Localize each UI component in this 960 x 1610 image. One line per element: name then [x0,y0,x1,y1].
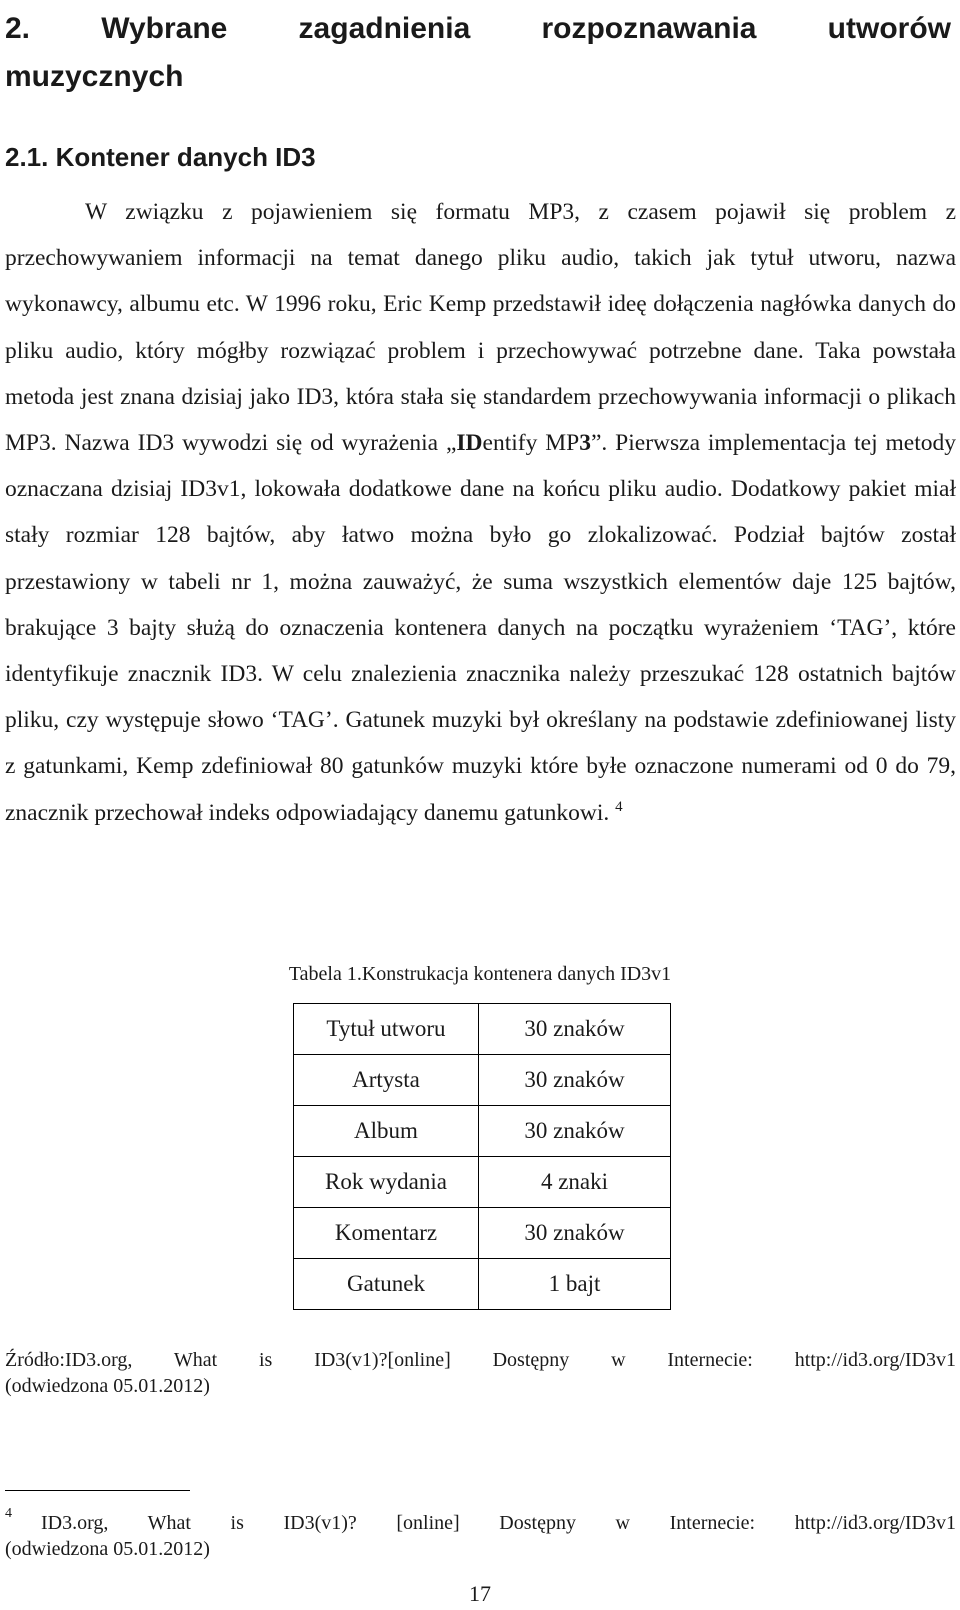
field-size-cell: 30 znaków [479,1055,671,1106]
field-name-cell: Rok wydania [294,1157,479,1208]
bold-id: ID [456,430,483,457]
table-row [294,1055,671,1106]
table-row [294,1106,671,1157]
chapter-heading-continued: muzycznych [5,60,184,93]
field-name-cell: Artysta [294,1055,479,1106]
footnote-number: 4 [5,1506,12,1521]
footnote-reference: 4 [615,798,623,815]
paragraph-text-start: W związku z pojawieniem się formatu MP3, z czasem pojawił się problem z przechowywaniem informacji na temat danego pliku audio, takich jak tytuł utworu, nazwa wykonawcy, albumu etc. W 1996 roku, Eric Kemp przedstawił ideę dołączenia nagłówka danych do pliku audio, który mógłby rozwiązać problem i przechowywać potrzebne dane. Taka powstała metoda jest znana dzisiaj jako ID3, która stała się standardem przechowywania informacji o plikach MP3. Nazwa ID3 wywodzi się od wyrażenia „ [5,199,956,457]
body-paragraph [5,189,956,836]
table-caption: Tabela 1.Konstrukacja kontenera danych ID3v1 [288,963,672,985]
page-number: 17 [469,1581,491,1606]
field-size-cell: 1 bajt [479,1259,671,1310]
footnote-date: (odwiedzona 05.01.2012) [5,1538,210,1560]
table-row [294,1157,671,1208]
field-name-cell: Gatunek [294,1259,479,1310]
field-size-cell: 4 znaki [479,1157,671,1208]
table-source: Źródło:ID3.org, What is ID3(v1)?[online] Dostępny w Internecie: http://id3.org/ID3v1 [5,1349,956,1371]
paragraph-text-identify: entify MP [482,430,580,457]
footnote-separator [5,1490,190,1491]
table-source-date: (odwiedzona 05.01.2012) [5,1375,210,1397]
chapter-heading: 2. Wybrane zagadnienia rozpoznawania utworów [5,12,951,45]
section-heading: 2.1. Kontener danych ID3 [5,142,316,172]
field-size-cell: 30 znaków [479,1208,671,1259]
field-name-cell: Tytuł utworu [294,1004,479,1055]
footnote-text: ID3.org, What is ID3(v1)? [online] Dostępny w Internecie: http://id3.org/ID3v1 [41,1512,956,1534]
bold-3: 3 [579,430,591,457]
field-name-cell: Album [294,1106,479,1157]
id3v1-table [293,1003,671,1310]
table-row [294,1259,671,1310]
paragraph-text-end: ”. Pierwsza implementacja tej metody oznaczana dzisiaj ID3v1, lokowała dodatkowe dane na końcu pliku audio. Dodatkowy pakiet miał stały rozmiar 128 bajtów, aby łatwo można było go zlokalizować. Podział bajtów został przestawiony w tabeli nr 1, można zauważyć, że suma wszystkich elementów daje 125 bajtów, brakujące 3 bajty służą do oznaczenia kontenera danych na początku wyrażeniem ‘TAG’, które identyfikuje znacznik ID3. W celu znalezienia znacznika należy przeszukać 128 ostatnich bajtów pliku, czy występuje słowo ‘TAG’. Gatunek muzyki był określany na podstawie zdefiniowanej listy z gatunkami, Kemp zdefiniował 80 gatunków muzyki które byłe oznaczone numerami od 0 do 79, znacznik przechował indeks odpowiadający danemu gatunkowi. [5,430,957,826]
table-row [294,1208,671,1259]
table-row [294,1004,671,1055]
field-size-cell: 30 znaków [479,1004,671,1055]
field-size-cell: 30 znaków [479,1106,671,1157]
field-name-cell: Komentarz [294,1208,479,1259]
